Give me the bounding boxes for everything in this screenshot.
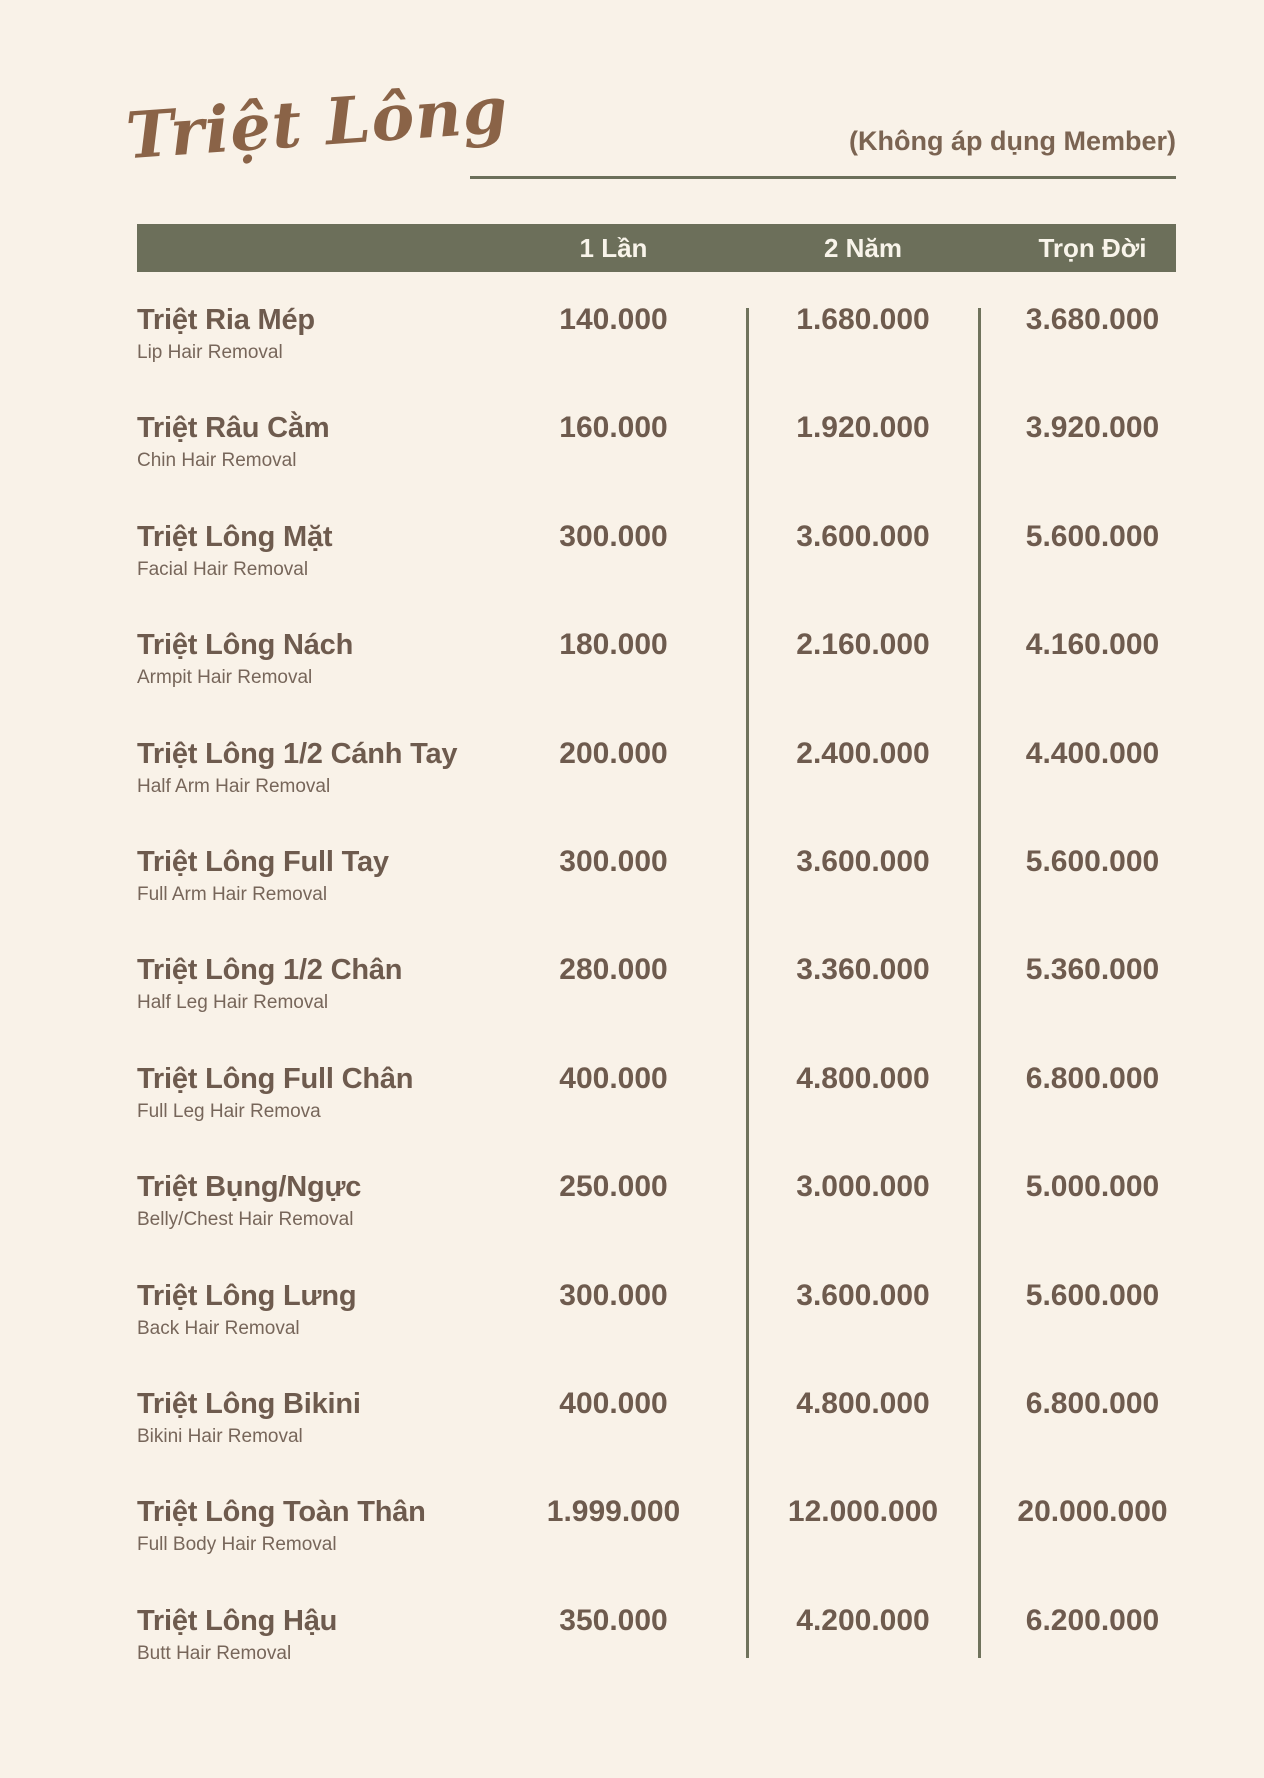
header-rule: [470, 176, 1176, 179]
member-exclusion-note: (Không áp dụng Member): [849, 126, 1176, 156]
service-subtitle: Bikini Hair Removal: [137, 1425, 303, 1447]
service-cell: [137, 814, 480, 922]
price-tron-doi: 20.000.000: [1017, 1495, 1168, 1529]
service-cell: [137, 922, 480, 1030]
price-1-lan: 140.000: [559, 303, 668, 336]
price-1-lan: 300.000: [559, 844, 668, 878]
service-name: Triệt Ria Mép: [137, 304, 315, 336]
column-header-1-lan: 1 Lần: [579, 232, 648, 263]
price-2-nam: 3.600.000: [796, 1278, 930, 1312]
price-1-lan: 300.000: [559, 519, 668, 553]
price-1-lan: 200.000: [559, 736, 668, 770]
service-name: Triệt Lông Full Tay: [137, 845, 389, 878]
price-table-body: [137, 272, 1176, 1681]
table-row: [137, 489, 1176, 597]
price-tron-doi: 4.160.000: [1025, 628, 1160, 662]
service-subtitle: Facial Hair Removal: [137, 558, 309, 580]
table-row: [137, 922, 1176, 1030]
service-cell: [137, 489, 480, 597]
column-divider-1: [746, 308, 749, 1658]
table-row: [137, 1464, 1176, 1572]
service-subtitle: Butt Hair Removal: [137, 1642, 292, 1664]
table-row: [137, 1248, 1176, 1356]
service-subtitle: Half Arm Hair Removal: [137, 775, 331, 797]
price-tron-doi: 6.200.000: [1025, 1603, 1160, 1637]
service-cell: [137, 1573, 480, 1681]
service-cell: [137, 1139, 480, 1247]
service-subtitle: Chin Hair Removal: [137, 450, 297, 472]
service-name: Triệt Lông Hậu: [137, 1604, 338, 1637]
service-name: Triệt Lông Nách: [137, 629, 354, 662]
service-subtitle: Full Leg Hair Remova: [137, 1100, 321, 1122]
price-tron-doi: 5.000.000: [1025, 1170, 1160, 1204]
column-divider-2: [978, 308, 981, 1658]
service-cell: [137, 1248, 480, 1356]
price-tron-doi: 4.400.000: [1025, 736, 1160, 770]
price-1-lan: 300.000: [559, 1278, 668, 1312]
service-name: Triệt Lông Bikini: [137, 1387, 361, 1420]
service-cell: [137, 1031, 480, 1139]
service-name: Triệt Râu Cằm: [137, 412, 330, 445]
service-name: Triệt Lông 1/2 Cánh Tay: [137, 737, 458, 770]
service-subtitle: Lip Hair Removal: [137, 342, 283, 363]
price-tron-doi: 5.600.000: [1025, 519, 1160, 553]
service-cell: [137, 272, 480, 380]
price-1-lan: 280.000: [559, 953, 668, 987]
price-1-lan: 250.000: [559, 1170, 668, 1204]
price-1-lan: 160.000: [559, 411, 668, 445]
service-name: Triệt Lông Mặt: [137, 520, 333, 553]
service-name: Triệt Lông Lưng: [137, 1279, 357, 1312]
price-1-lan: 400.000: [559, 1386, 668, 1420]
table-header: [137, 224, 1176, 272]
table-row: [137, 597, 1176, 705]
table-row: [137, 814, 1176, 922]
service-subtitle: Full Body Hair Removal: [137, 1534, 337, 1556]
price-2-nam: 12.000.000: [787, 1495, 939, 1529]
price-tron-doi: 3.920.000: [1025, 411, 1160, 445]
service-cell: [137, 380, 480, 488]
price-2-nam: 2.400.000: [796, 736, 930, 770]
price-2-nam: 2.160.000: [796, 628, 930, 662]
price-1-lan: 350.000: [559, 1603, 668, 1637]
service-subtitle: Armpit Hair Removal: [137, 667, 313, 689]
service-name: Triệt Lông Toàn Thân: [137, 1496, 426, 1529]
service-subtitle: Half Leg Hair Removal: [137, 992, 329, 1014]
price-tron-doi: 5.600.000: [1025, 1278, 1160, 1312]
service-name: Triệt Lông Full Chân: [137, 1062, 414, 1095]
table-row: [137, 380, 1176, 488]
price-2-nam: 3.600.000: [796, 844, 930, 878]
service-name: Triệt Lông 1/2 Chân: [137, 954, 403, 987]
price-1-lan: 1.999.000: [546, 1495, 681, 1529]
price-tron-doi: 6.800.000: [1025, 1061, 1160, 1095]
table-row: [137, 1573, 1176, 1681]
table-row: [137, 272, 1176, 380]
price-2-nam: 3.360.000: [796, 953, 930, 987]
price-1-lan: 180.000: [559, 628, 668, 662]
service-cell: [137, 597, 480, 705]
service-cell: [137, 1356, 480, 1464]
table-row: [137, 706, 1176, 814]
price-2-nam: 4.800.000: [796, 1386, 930, 1420]
price-1-lan: 400.000: [559, 1061, 668, 1095]
service-name: Triệt Bụng/Ngực: [137, 1171, 362, 1204]
service-subtitle: Full Arm Hair Removal: [137, 883, 328, 905]
table-row: [137, 1031, 1176, 1139]
price-2-nam: 1.680.000: [796, 303, 930, 336]
price-2-nam: 3.000.000: [796, 1170, 930, 1204]
column-header-2-nam: 2 Năm: [823, 232, 903, 263]
column-header-tron-doi: Trọn Đời: [1038, 232, 1147, 263]
price-tron-doi: 5.360.000: [1025, 953, 1160, 987]
price-2-nam: 4.200.000: [796, 1603, 930, 1637]
page-title: Triệt Lông: [123, 72, 511, 175]
price-2-nam: 3.600.000: [796, 519, 930, 553]
table-row: [137, 1139, 1176, 1247]
price-tron-doi: 6.800.000: [1025, 1386, 1160, 1420]
price-2-nam: 4.800.000: [796, 1061, 930, 1095]
price-tron-doi: 3.680.000: [1025, 303, 1160, 336]
service-cell: [137, 1464, 480, 1572]
service-cell: [137, 706, 480, 814]
price-tron-doi: 5.600.000: [1025, 844, 1160, 878]
service-subtitle: Back Hair Removal: [137, 1317, 300, 1339]
table-row: [137, 1356, 1176, 1464]
service-subtitle: Belly/Chest Hair Removal: [137, 1209, 354, 1231]
price-2-nam: 1.920.000: [796, 411, 930, 445]
